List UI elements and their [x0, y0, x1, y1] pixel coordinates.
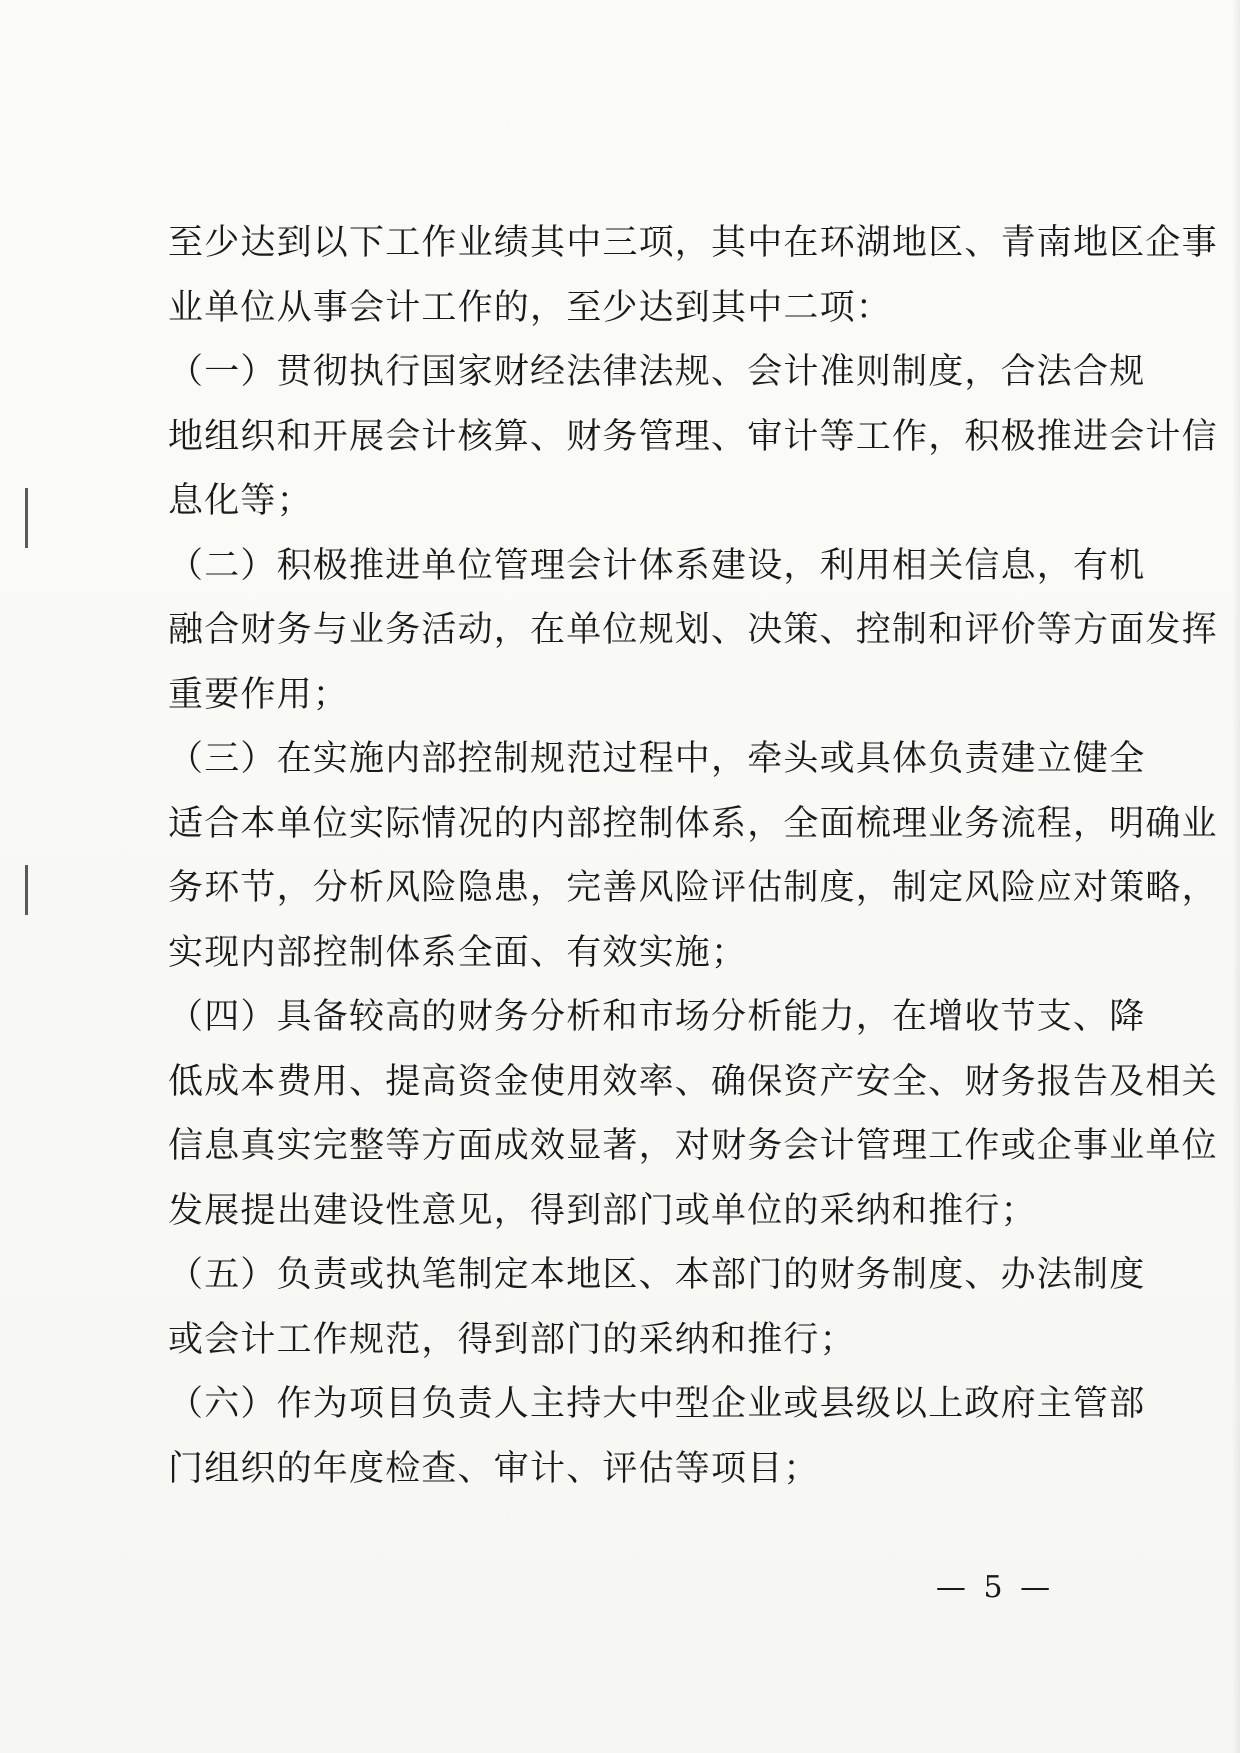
- text-line: 实现内部控制体系全面、有效实施；: [168, 932, 748, 973]
- text-line: （六）作为项目负责人主持大中型企业或县级以上政府主管部: [168, 1384, 1146, 1424]
- text-line: 信息真实完整等方面成效显著，对财务会计管理工作或企事业单位: [168, 1126, 1218, 1166]
- text-line: （四）具备较高的财务分析和市场分析能力，在增收节支、降: [168, 997, 1146, 1037]
- text-line: （三）在实施内部控制规范过程中，牵头或具体负责建立健全: [168, 739, 1146, 779]
- text-line: 适合本单位实际情况的内部控制体系，全面梳理业务流程，明确业: [168, 803, 1218, 844]
- text-line: 息化等；: [168, 481, 313, 521]
- body-text: [168, 211, 1218, 1501]
- text-line: （五）负责或执笔制定本地区、本部门的财务制度、办法制度: [168, 1255, 1146, 1295]
- text-line: 至少达到以下工作业绩其中三项，其中在环湖地区、青南地区企事: [168, 223, 1218, 263]
- text-line: 业单位从事会计工作的，至少达到其中二项：: [168, 287, 893, 328]
- page-edge-shadow: [1232, 0, 1240, 1753]
- text-line: 发展提出建设性意见，得到部门或单位的采纳和推行；: [168, 1190, 1037, 1231]
- binding-mark: [25, 488, 28, 548]
- binding-mark: [25, 865, 28, 915]
- text-line: （二）积极推进单位管理会计体系建设，利用相关信息，有机: [168, 545, 1146, 586]
- text-line: 重要作用；: [168, 674, 350, 715]
- text-line: （一）贯彻执行国家财经法律法规、会计准则制度，合法合规: [168, 352, 1146, 392]
- text-line: 融合财务与业务活动，在单位规划、决策、控制和评价等方面发挥: [168, 610, 1218, 650]
- text-line: 务环节，分析风险隐患，完善风险评估制度，制定风险应对策略，: [168, 868, 1218, 908]
- text-line: 或会计工作规范，得到部门的采纳和推行；: [168, 1319, 856, 1360]
- page-number: — 5 —: [935, 1570, 1055, 1605]
- text-line: 门组织的年度检查、审计、评估等项目；: [168, 1448, 820, 1489]
- text-line: 低成本费用、提高资金使用效率、确保资产安全、财务报告及相关: [168, 1061, 1218, 1102]
- text-line: 地组织和开展会计核算、财务管理、审计等工作，积极推进会计信: [168, 416, 1218, 457]
